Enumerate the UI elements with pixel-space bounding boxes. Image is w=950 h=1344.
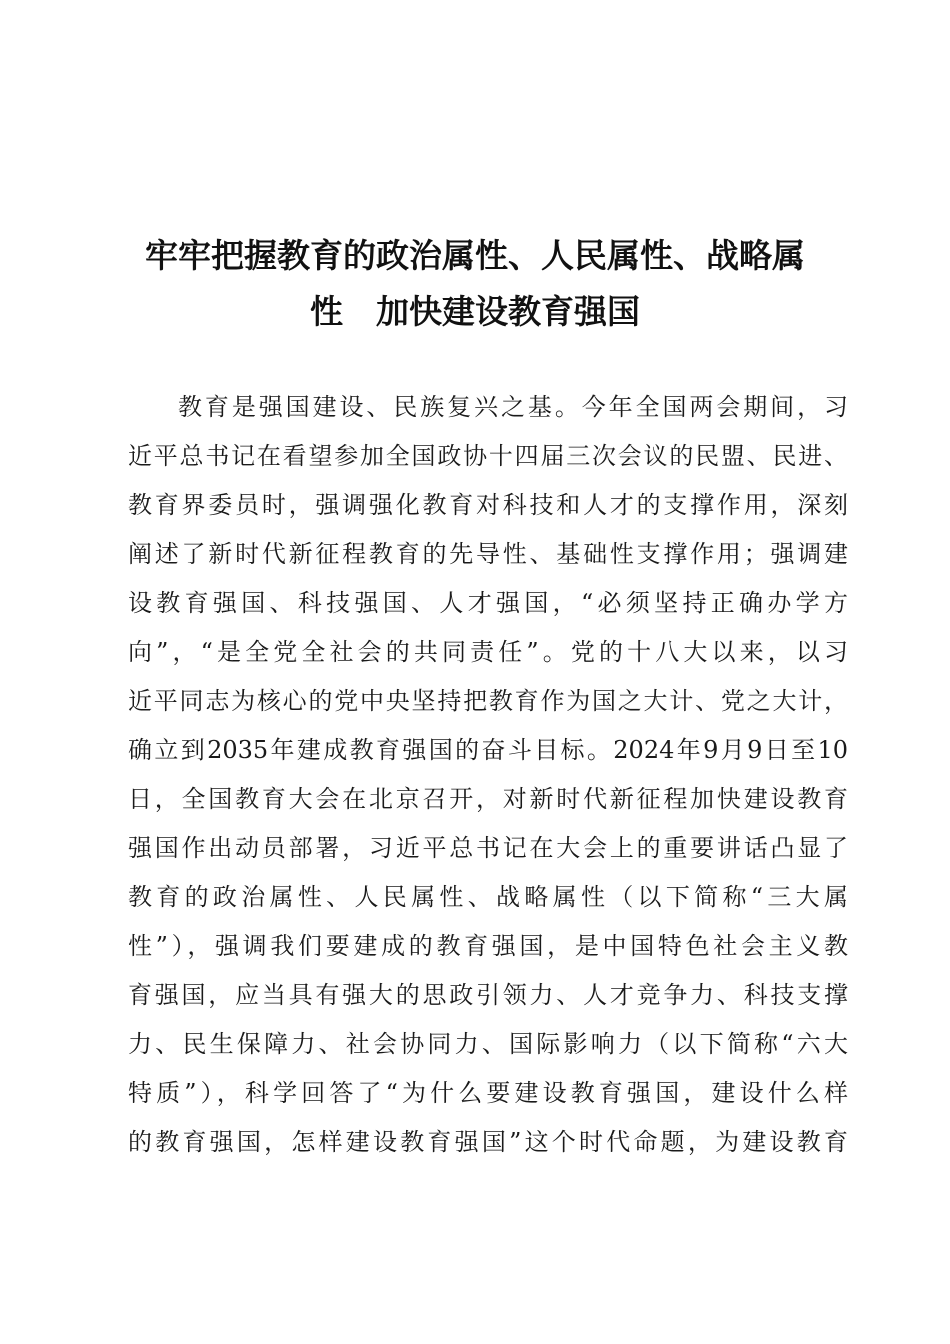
title-line-1: 牢牢把握教育的政治属性、人民属性、战略属 (145, 236, 805, 275)
paragraph-line: 的教育强国，怎样建设教育强国”这个时代命题，为建设教育 (128, 1128, 848, 1156)
body-paragraph (128, 383, 848, 1167)
paragraph-line: 强国作出动员部署，习近平总书记在大会上的重要讲话凸显了 (128, 834, 848, 862)
paragraph-line: 阐述了新时代新征程教育的先导性、基础性支撑作用；强调建 (128, 540, 848, 568)
paragraph-line: 近平同志为核心的党中央坚持把教育作为国之大计、党之大计， (128, 687, 848, 715)
paragraph-line: 确立到2035年建成教育强国的奋斗目标。2024年9月9日至10 (128, 736, 848, 764)
paragraph-line: 教育是强国建设、民族复兴之基。今年全国两会期间，习 (178, 393, 848, 421)
title-line-2: 性 加快建设教育强国 (310, 292, 640, 331)
paragraph-line: 力、民生保障力、社会协同力、国际影响力（以下简称“六大 (128, 1030, 848, 1058)
paragraph-line: 育强国，应当具有强大的思政引领力、人才竞争力、科技支撑 (128, 981, 848, 1009)
paragraph-line: 设教育强国、科技强国、人才强国，“必须坚持正确办学方 (128, 589, 848, 617)
paragraph-line: 近平总书记在看望参加全国政协十四届三次会议的民盟、民进、 (128, 442, 848, 470)
paragraph-line: 日，全国教育大会在北京召开，对新时代新征程加快建设教育 (128, 785, 848, 813)
paragraph-line: 教育界委员时，强调强化教育对科技和人才的支撑作用，深刻 (128, 491, 848, 519)
paragraph-line: 教育的政治属性、人民属性、战略属性（以下简称“三大属 (128, 883, 848, 911)
paragraph-line: 向”，“是全党全社会的共同责任”。党的十八大以来，以习 (128, 638, 848, 666)
paragraph-line: 性”），强调我们要建成的教育强国，是中国特色社会主义教 (128, 932, 848, 960)
document-title (118, 228, 832, 340)
paragraph-line: 特质”），科学回答了“为什么要建设教育强国，建设什么样 (128, 1079, 848, 1107)
